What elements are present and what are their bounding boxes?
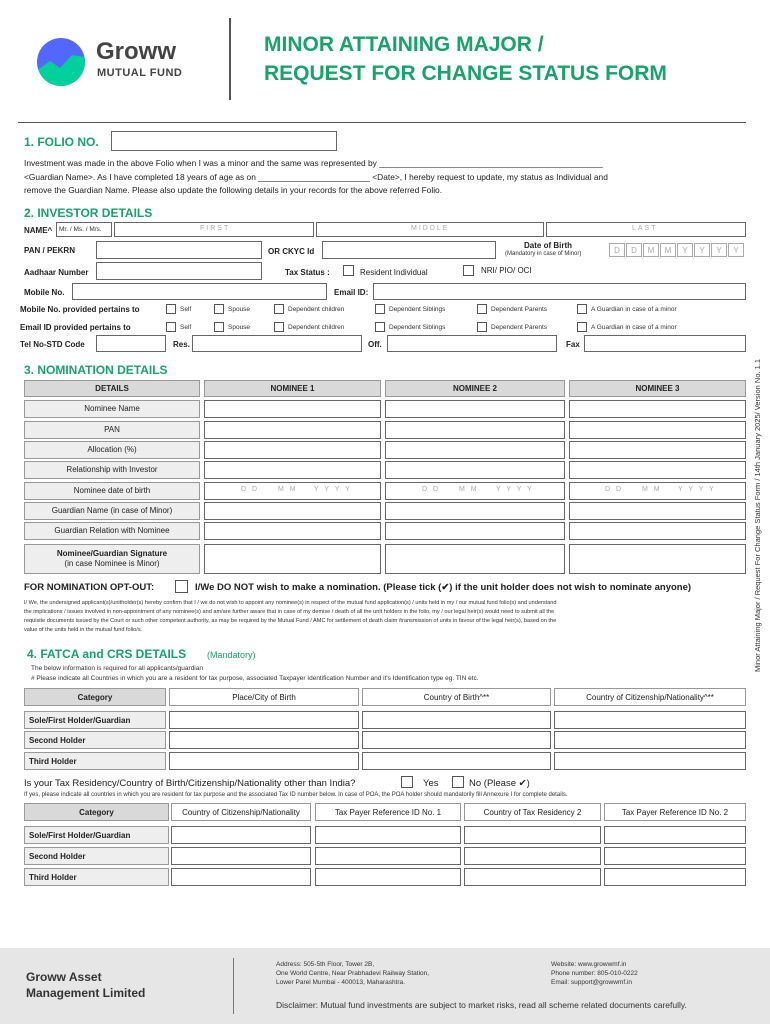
mobile-option-label: Dependent Parents — [491, 306, 548, 313]
mobile-self-checkbox[interactable] — [166, 304, 176, 314]
holder1-birth-place-input[interactable] — [169, 711, 359, 729]
res-label: Res. — [173, 340, 190, 349]
footer-divider — [233, 958, 234, 1014]
tax-header-tin2: Tax Payer Reference ID No. 2 — [604, 803, 746, 821]
fatca-header-birth-country: Country of Birth^** — [362, 688, 551, 706]
tax-status-label: Tax Status : — [285, 268, 330, 277]
fatca-header-citizenship: Country of Citizenship/Nationality^** — [554, 688, 746, 706]
email-pertains-label: Email ID provided pertains to — [20, 323, 131, 332]
mobile-label: Mobile No. — [24, 288, 65, 297]
nominee2-guardian-input[interactable] — [385, 502, 565, 520]
brand-name: Groww — [96, 38, 177, 65]
tax-residency-yes-checkbox[interactable] — [401, 776, 413, 788]
nominee3-guardian-input[interactable] — [569, 502, 746, 520]
last-name-placeholder: LAST — [632, 225, 658, 232]
email-option-label: Dependent Parents — [491, 324, 548, 331]
date-placeholder: D D — [241, 486, 260, 493]
header-divider — [229, 18, 231, 100]
section4-heading: 4. FATCA and CRS DETAILS — [27, 647, 187, 661]
first-name-placeholder: FIRST — [200, 225, 231, 232]
email-option-label: Spouse — [228, 324, 251, 331]
email-spouse-checkbox[interactable] — [214, 322, 224, 332]
footer-address-2: One World Centre, Near Prabhadevi Railway Station, — [276, 970, 430, 977]
dob-cell[interactable]: M — [643, 243, 659, 257]
email-option-label: Dependent children — [288, 324, 345, 331]
mobile-option-label: Self — [180, 306, 192, 313]
aadhaar-label: Aadhaar Number — [24, 268, 89, 277]
table-row-label: Third Holder — [24, 752, 166, 770]
mobile-option-label: A Guardian in case of a minor — [591, 306, 677, 313]
nominee1-name-input[interactable] — [204, 400, 381, 418]
holder1-tin1-input[interactable] — [315, 826, 461, 844]
holder2-citizenship-input[interactable] — [554, 731, 746, 749]
footer-address-3: Lower Parel Mumbai - 400013, Maharashtra. — [276, 979, 405, 986]
footer-email: Email: support@growwmf.in — [551, 979, 633, 986]
section4-mandatory: (Mandatory) — [207, 650, 256, 660]
nominee2-name-input[interactable] — [385, 400, 565, 418]
footer-address-1: Address: 505-5th Floor, Tower 2B, — [276, 961, 375, 968]
aadhaar-input[interactable] — [96, 262, 262, 280]
signature-row-label — [24, 544, 200, 574]
nri-checkbox[interactable] — [463, 265, 474, 276]
footer-website: Website: www.growwmf.in — [551, 961, 627, 968]
date-placeholder: D D — [422, 486, 441, 493]
email-option-label: A Guardian in case of a minor — [591, 324, 677, 331]
std-code-input[interactable] — [96, 335, 166, 352]
holder2-tin2-input[interactable] — [604, 847, 746, 865]
dob-cell[interactable]: Y — [677, 243, 693, 257]
nri-label: NRI/ PIO/ OCI — [481, 266, 532, 275]
email-option-label: Dependent Siblings — [389, 324, 446, 331]
salutation-text: Mr. / Ms. / M/s. — [59, 226, 102, 233]
optout-declaration-1: I/ We, the undersigned applicant(s)/unitholder(s) hereby confirm that I / we do not wish to appoint any nominee(s) in respect of the mutual fund application(s) / units held in my / our mutual fund folio(s) and understand — [24, 600, 557, 606]
dob-cell[interactable]: D — [609, 243, 625, 257]
table-row-label: Guardian Name (in case of Minor) — [24, 502, 200, 520]
optout-label: FOR NOMINATION OPT-OUT: — [24, 582, 155, 593]
tax-residency-no-label: No (Please ✔) — [469, 778, 530, 789]
holder1-residency2-input[interactable] — [464, 826, 601, 844]
date-placeholder: M M — [642, 486, 662, 493]
tax-residency-no-checkbox[interactable] — [452, 776, 464, 788]
nominee1-guardian-relation-input[interactable] — [204, 522, 381, 540]
optout-checkbox[interactable] — [175, 580, 188, 593]
side-version-text: Minor Attaining Major / Request For Change Status Form / 14th January 2025/ Version No. 1.1 — [753, 358, 762, 672]
fatca-header-category: Category — [24, 688, 166, 706]
dob-cell[interactable]: Y — [694, 243, 710, 257]
nomination-header-nominee2: NOMINEE 2 — [385, 380, 565, 397]
tax-header-tin1: Tax Payer Reference ID No. 1 — [315, 803, 461, 821]
nominee1-relation-input[interactable] — [204, 461, 381, 479]
nominee3-guardian-relation-input[interactable] — [569, 522, 746, 540]
footer — [0, 948, 770, 1024]
mobile-option-label: Dependent children — [288, 306, 345, 313]
optout-text: I/We DO NOT wish to make a nomination. (Please tick (✔) if the unit holder does not wish to nominate anyone) — [195, 582, 692, 593]
holder1-birth-country-input[interactable] — [362, 711, 551, 729]
holder2-tin1-input[interactable] — [315, 847, 461, 865]
fax-label: Fax — [566, 340, 580, 349]
email-children-checkbox[interactable] — [274, 322, 284, 332]
nomination-header-nominee3: NOMINEE 3 — [569, 380, 746, 397]
email-option-label: Self — [180, 324, 192, 331]
holder2-birth-place-input[interactable] — [169, 731, 359, 749]
optout-declaration-4: value of the units held in the mutual fund folio/s. — [24, 627, 143, 633]
tax-header-category: Category — [24, 803, 169, 821]
mobile-siblings-checkbox[interactable] — [375, 304, 385, 314]
signature-label-line2: (in case Nominee is Minor) — [64, 559, 160, 568]
tax-residency-question: Is your Tax Residency/Country of Birth/Citizenship/Nationality other than India? — [24, 778, 356, 789]
section3-heading: 3. NOMINATION DETAILS — [24, 363, 168, 377]
fax-input[interactable] — [584, 335, 746, 352]
holder1-tin2-input[interactable] — [604, 826, 746, 844]
holder3-tin2-input[interactable] — [604, 868, 746, 886]
mobile-guardian-checkbox[interactable] — [577, 304, 587, 314]
dob-cell[interactable]: Y — [728, 243, 744, 257]
resident-checkbox[interactable] — [343, 265, 354, 276]
ckyc-input[interactable] — [322, 241, 496, 259]
mobile-parents-checkbox[interactable] — [477, 304, 487, 314]
optout-declaration-3: requisite documents issued by the Court or such other competent authority, as may be required by the Mutual Fund / AMC for settlement of death claim /transmission of units in favour of the legal heir(s), based on the — [24, 618, 557, 624]
name-label: NAME^ — [24, 226, 53, 235]
groww-logo-icon — [36, 37, 86, 87]
footer-disclaimer: Disclaimer: Mutual fund investments are subject to market risks, read all scheme related documents carefully. — [276, 1000, 687, 1010]
tax-header-citizenship: Country of Citizenship/Nationality — [171, 803, 311, 821]
table-row-label: Nominee date of birth — [24, 482, 200, 500]
dob-cell[interactable]: Y — [711, 243, 727, 257]
email-self-checkbox[interactable] — [166, 322, 176, 332]
nominee1-signature-box[interactable] — [204, 544, 381, 574]
res-phone-input[interactable] — [192, 335, 362, 352]
date-placeholder: Y Y Y Y — [678, 486, 716, 493]
footer-company-line2: Management Limited — [26, 986, 146, 1000]
mobile-option-label: Spouse — [228, 306, 251, 313]
table-row-label: PAN — [24, 421, 200, 439]
holder3-birth-country-input[interactable] — [362, 752, 551, 770]
form-title-line1: MINOR ATTAINING MAJOR / — [264, 33, 544, 56]
pan-input[interactable] — [96, 241, 262, 259]
holder1-tax-citizenship-input[interactable] — [171, 826, 311, 844]
holder1-citizenship-input[interactable] — [554, 711, 746, 729]
section1-text-1: Investment was made in the above Folio when I was a minor and the same was represented by ________________________________________________ — [24, 158, 603, 168]
email-guardian-checkbox[interactable] — [577, 322, 587, 332]
nominee2-signature-box[interactable] — [385, 544, 565, 574]
dob-label: Date of Birth — [524, 241, 572, 250]
mobile-option-label: Dependent Siblings — [389, 306, 446, 313]
nominee2-pan-input[interactable] — [385, 421, 565, 439]
section1-heading: 1. FOLIO NO. — [24, 135, 99, 149]
fatca-note-1: The below information is required for all applicants/guardian — [31, 665, 203, 672]
dob-note: (Mandatory in case of Minor) — [505, 251, 582, 257]
section1-text-3: remove the Guardian Name. Please also update the following details in your records for the above referred Folio. — [24, 185, 443, 195]
email-siblings-checkbox[interactable] — [375, 322, 385, 332]
middle-name-placeholder: MIDDLE — [411, 225, 450, 232]
table-row-label: Guardian Relation with Nominee — [24, 522, 200, 540]
holder3-tax-citizenship-input[interactable] — [171, 868, 311, 886]
ckyc-label: OR CKYC Id — [268, 247, 315, 256]
nominee3-relation-input[interactable] — [569, 461, 746, 479]
date-placeholder: Y Y Y Y — [314, 486, 352, 493]
holder2-residency2-input[interactable] — [464, 847, 601, 865]
section1-text-2: <Guardian Name>. As I have completed 18 years of age as on ________________________ <Date>, I hereby request to update, my status as Individual and — [24, 172, 608, 182]
mobile-children-checkbox[interactable] — [274, 304, 284, 314]
dob-cell[interactable]: D — [626, 243, 642, 257]
optout-declaration-2: the implications / issues involved in non-appointment of any nominee(s) and am/are further aware that in case of my demise / death of all the unit holders in the folio, my / our legal heir(s) would need to submit all the — [24, 609, 555, 615]
off-label: Off. — [368, 340, 382, 349]
signature-label-line1: Nominee/Guardian Signature — [56, 549, 168, 558]
nominee1-allocation-input[interactable] — [204, 441, 381, 459]
date-placeholder: M M — [459, 486, 479, 493]
email-parents-checkbox[interactable] — [477, 322, 487, 332]
nomination-header-nominee1: NOMINEE 1 — [204, 380, 381, 397]
date-placeholder: D D — [605, 486, 624, 493]
footer-company-line1: Groww Asset — [26, 970, 102, 984]
email-label: Email ID: — [334, 288, 369, 297]
table-row-label: Sole/First Holder/Guardian — [24, 711, 166, 729]
resident-label: Resident Individual — [360, 268, 428, 277]
tax-residency-yes-label: Yes — [423, 778, 439, 789]
nominee3-name-input[interactable] — [569, 400, 746, 418]
holder3-birth-place-input[interactable] — [169, 752, 359, 770]
nominee1-guardian-input[interactable] — [204, 502, 381, 520]
nomination-header-details: DETAILS — [24, 380, 200, 397]
section2-heading: 2. INVESTOR DETAILS — [24, 206, 153, 220]
mobile-pertains-label: Mobile No. provided pertains to — [20, 305, 140, 314]
tax-header-residency2: Country of Tax Residency 2 — [464, 803, 601, 821]
nominee3-pan-input[interactable] — [569, 421, 746, 439]
nominee1-pan-input[interactable] — [204, 421, 381, 439]
table-row-label: Second Holder — [24, 731, 166, 749]
pan-label: PAN / PEKRN — [24, 246, 75, 255]
folio-input[interactable] — [111, 131, 337, 151]
table-row-label: Second Holder — [24, 847, 169, 865]
dob-cell[interactable]: M — [660, 243, 676, 257]
brand-logo — [36, 37, 86, 87]
mobile-input[interactable] — [72, 283, 327, 300]
footer-phone: Phone number: 805-010-0222 — [551, 970, 638, 977]
table-row-label: Nominee Name — [24, 400, 200, 418]
holder2-birth-country-input[interactable] — [362, 731, 551, 749]
table-row-label: Third Holder — [24, 868, 169, 886]
mobile-spouse-checkbox[interactable] — [214, 304, 224, 314]
date-placeholder: M M — [278, 486, 298, 493]
holder3-tin1-input[interactable] — [315, 868, 461, 886]
off-phone-input[interactable] — [387, 335, 557, 352]
holder3-residency2-input[interactable] — [464, 868, 601, 886]
nominee3-signature-box[interactable] — [569, 544, 746, 574]
fatca-note-3: If yes, please indicate all countries in which you are resident for tax purpose and the associated Tax ID number below. In case of POA, the POA holder should mandatorily fill Annexure I for complete details. — [24, 792, 568, 798]
brand-sub: MUTUAL FUND — [97, 67, 183, 79]
nominee2-relation-input[interactable] — [385, 461, 565, 479]
tel-label: Tel No-STD Code — [20, 340, 85, 349]
form-title-line2: REQUEST FOR CHANGE STATUS FORM — [264, 62, 667, 85]
fatca-note-2: # Please indicate all Countries in which you are a resident for tax purpose, associated Taxpayer Identification Number and it's Identification type eg. TIN etc. — [31, 675, 479, 682]
nominee3-allocation-input[interactable] — [569, 441, 746, 459]
table-row-label: Sole/First Holder/Guardian — [24, 826, 169, 844]
nominee2-allocation-input[interactable] — [385, 441, 565, 459]
table-row-label: Allocation (%) — [24, 441, 200, 459]
date-placeholder: Y Y Y Y — [496, 486, 534, 493]
email-input[interactable] — [373, 283, 746, 300]
header-rule — [18, 122, 746, 123]
holder3-citizenship-input[interactable] — [554, 752, 746, 770]
nominee2-guardian-relation-input[interactable] — [385, 522, 565, 540]
table-row-label: Relationship with Investor — [24, 461, 200, 479]
holder2-tax-citizenship-input[interactable] — [171, 847, 311, 865]
fatca-header-place: Place/City of Birth — [169, 688, 359, 706]
